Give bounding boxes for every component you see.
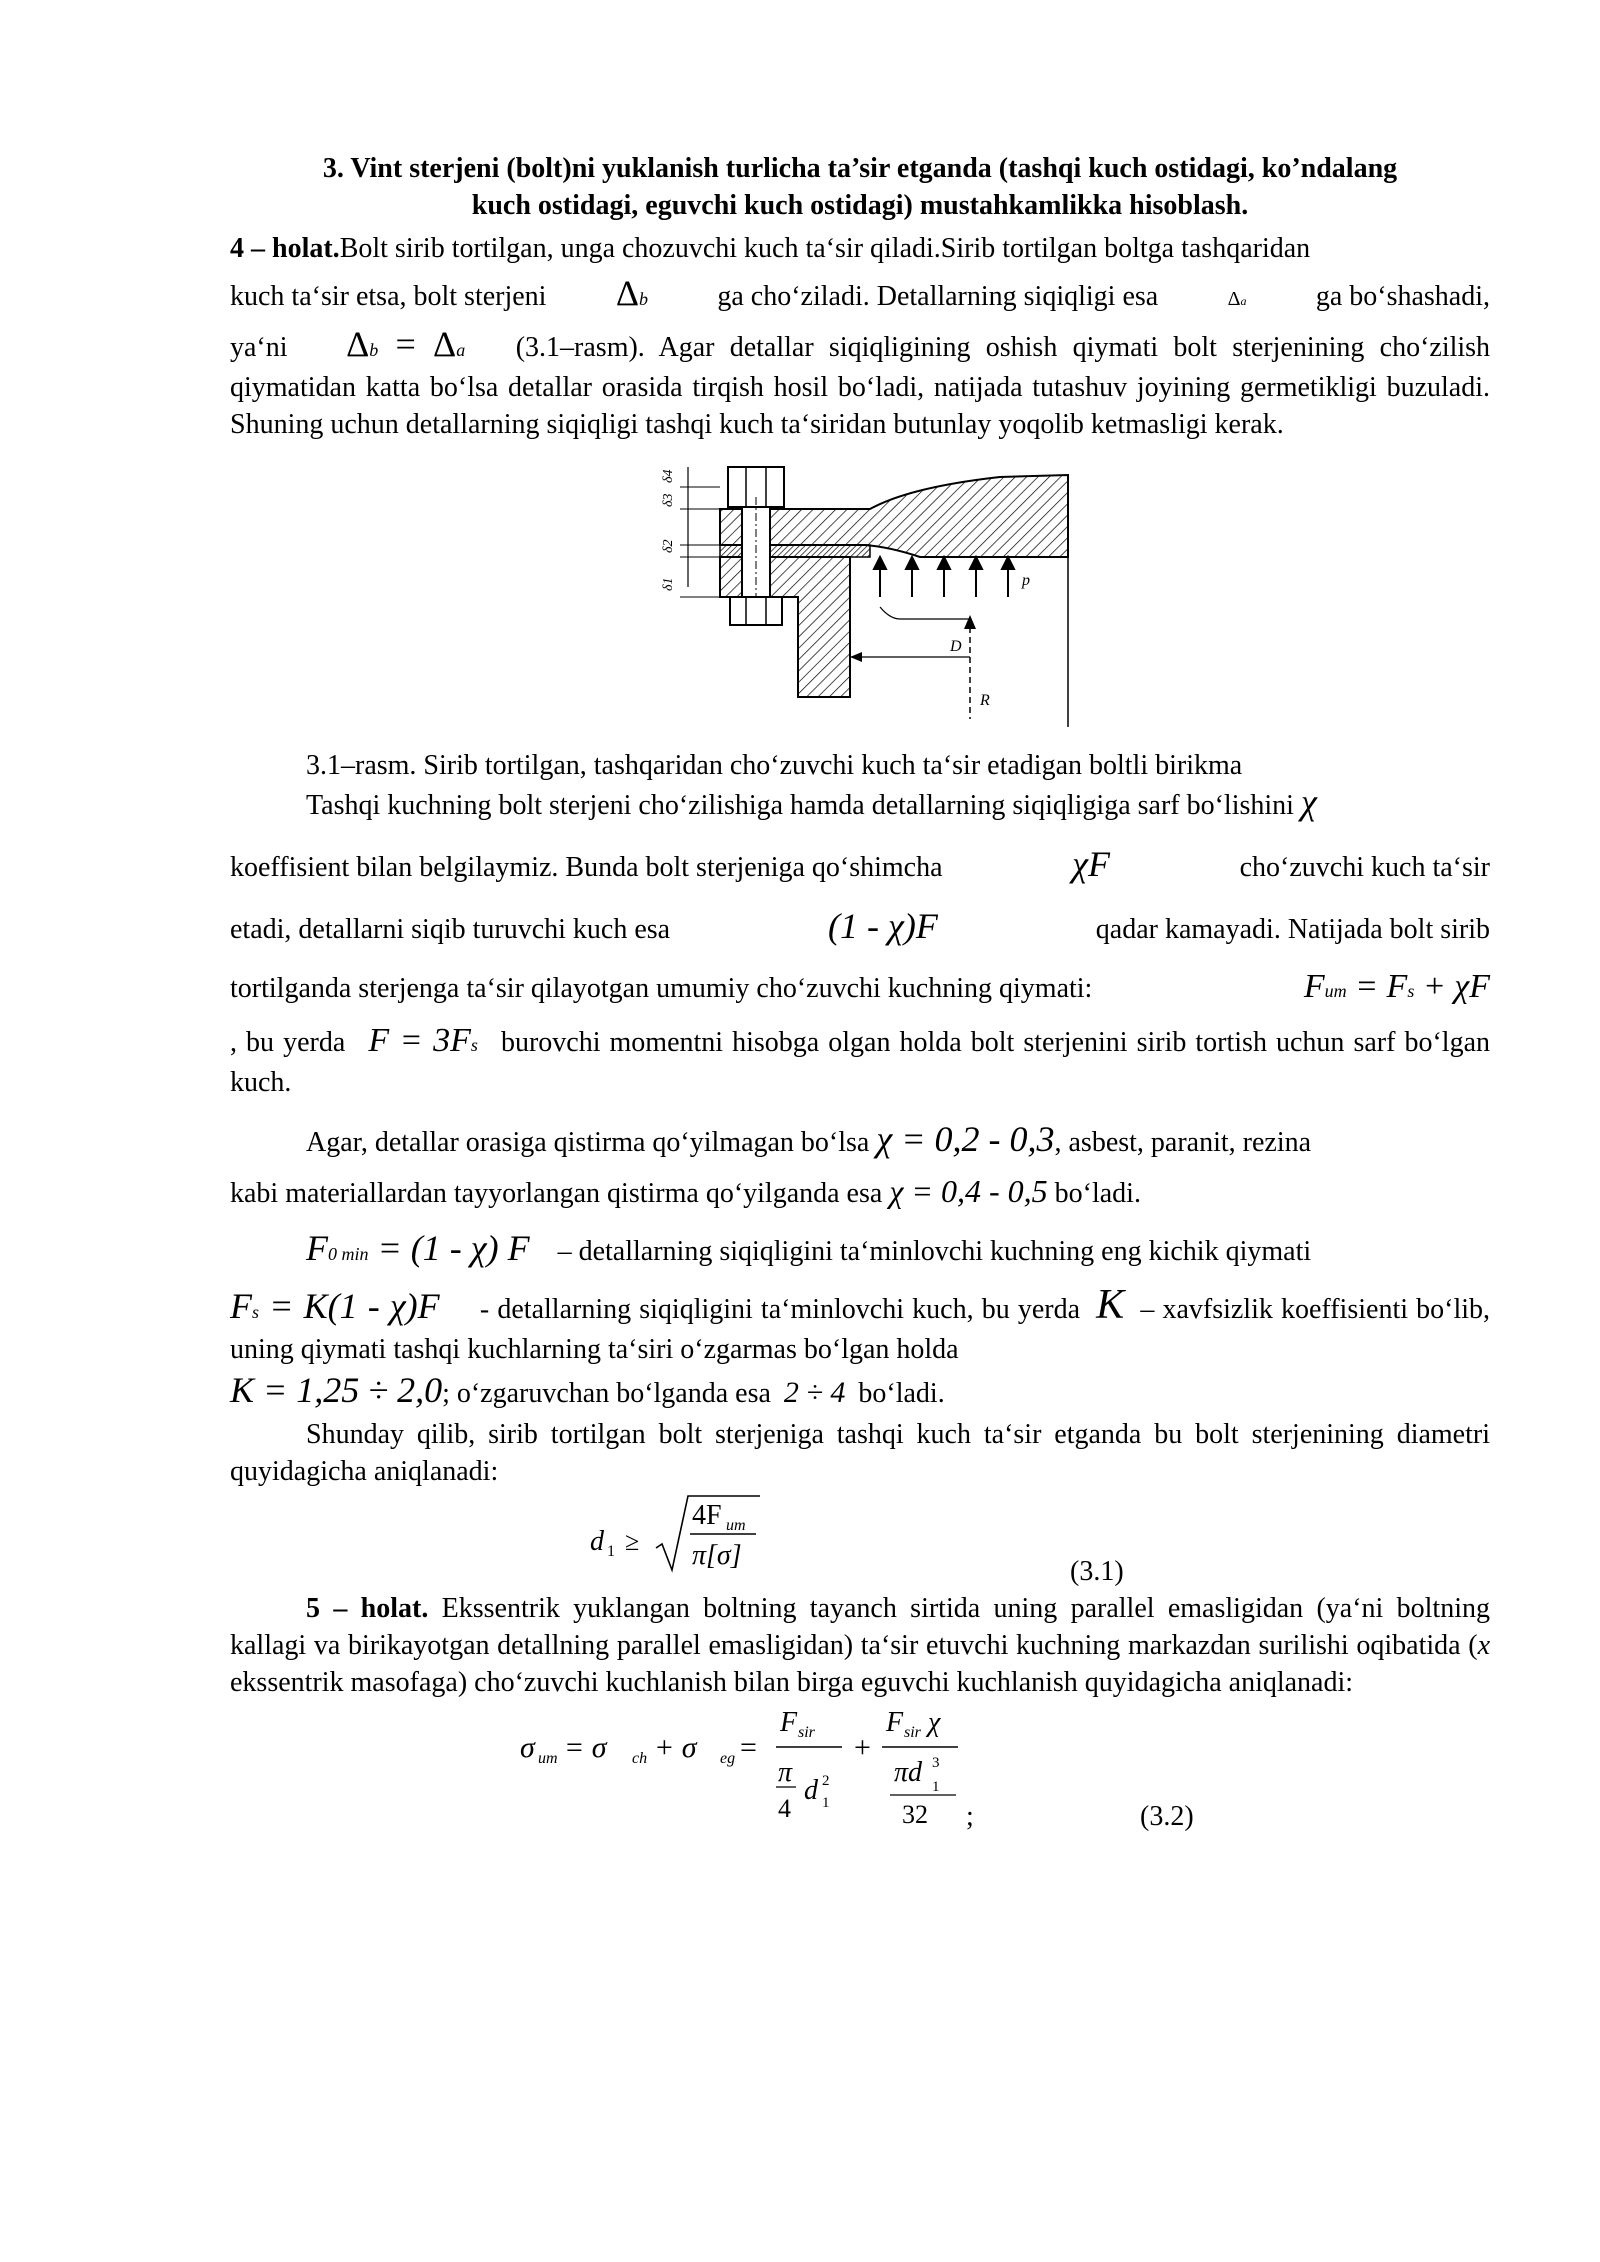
case5-text2: ekssentrik masofaga) cho‘zuvchi kuchlanish bilan birga eguvchi kuchlanish quyidagicha aniqlanadi: (230, 1667, 1354, 1698)
eq32-f2-sub: sir (904, 1724, 921, 1741)
eq32-number: (3.2) (1140, 1801, 1194, 1831)
para3-text-d: ; o‘zgaruvchan bo‘lganda esa (442, 1378, 771, 1409)
label-delta2: δ2 (661, 539, 676, 553)
Fum-formula (1304, 968, 1490, 1010)
case4-label: 4 – holat. (230, 233, 340, 264)
bolt-joint-figure (230, 457, 1490, 737)
para1-line5 (230, 1022, 1490, 1101)
case4-text-2b: ga cho‘ziladi. Detallarning siqiqligi esa (717, 281, 1159, 312)
sub-s: s (470, 1035, 478, 1055)
equation-3-2-drawing (230, 1701, 1490, 1831)
Fs-rest: = K(1 - χ)F (259, 1286, 440, 1326)
eq32-semicolon: ; (966, 1801, 974, 1831)
eq32-four: 4 (778, 1794, 791, 1823)
section-title (230, 150, 1490, 224)
case5-label: 5 – holat. (306, 1593, 429, 1624)
eq31-number: (3.1) (1070, 1556, 1124, 1586)
para2-text-d: bo‘ladi. (1054, 1178, 1141, 1209)
eq32-sigma: σ (520, 1731, 535, 1764)
equals-delta: = Δ (378, 324, 457, 364)
para1-text-c: cho‘zuvchi kuch ta‘sir (1239, 852, 1490, 883)
label-D: D (950, 638, 962, 655)
eq32-d-sub: 1 (822, 1795, 830, 1811)
para3-text-b: - detallarning siqiqligini ta‘minlovchi kuch, bu yerda (479, 1294, 1081, 1325)
para3-line2 (230, 1282, 1491, 1368)
para3-line3 (230, 1372, 1490, 1412)
eq32-f2-F: F (886, 1707, 904, 1738)
F3Fs-formula (368, 1022, 478, 1059)
delta-sub-a: a (1240, 294, 1247, 308)
eq32-d-sup: 2 (822, 1773, 830, 1789)
F0min-rest: = (1 - χ) F (368, 1228, 530, 1268)
equation-3-1 (230, 1490, 1490, 1586)
sub-b: b (369, 340, 379, 360)
sub-0min: 0 min (328, 1244, 369, 1264)
para4: Shunday qilib, sirib tortilgan bolt sterjeniga tashqi kuch ta‘sir etganda bu bolt sterjenining diametri quyidagicha aniqlanadi: (230, 1419, 1490, 1487)
Fs-formula (230, 1286, 440, 1326)
case4-text-3b: (3.1–rasm). Agar detallar siqiqligining oshish qiymati bolt sterjenining cho‘zilish qiymatidan katta bo‘lsa detallar orasida tirqish hosil bo‘ladi, natijada tutashuv joyining germetikligi buzuladi. Shuning uchun detallarning siqiqligi tashqi kuch ta‘siridan butunlay yoqolib ketmasligi kerak. (230, 332, 1491, 440)
para1-text-b: koeffisient bilan belgilaymiz. Bunda bolt sterjeniga qo‘shimcha (230, 852, 943, 883)
delta-sub-b: b (638, 289, 648, 309)
sub-um: um (1324, 981, 1347, 1001)
sub-s: s (252, 1302, 260, 1322)
case4-text-1: Bolt sirib tortilgan, unga chozuvchi kuch ta‘sir qiladi.Sirib tortilgan boltga tashqaridan (339, 233, 1311, 264)
eq31-denominator: π[σ] (692, 1540, 742, 1571)
para3-text-a: – detallarning siqiqligini ta‘minlovchi kuchning eng kichik qiymati (557, 1236, 1312, 1267)
eq32-f1-sub: sir (798, 1724, 815, 1741)
eq31-num-sub: um (726, 1517, 746, 1534)
F0min-formula (306, 1228, 530, 1268)
chi-range2-formula: χ = 0,4 - 0,5 (889, 1173, 1048, 1209)
K-symbol: K (1096, 1282, 1125, 1328)
eq31-numerator: 4F (692, 1500, 722, 1531)
para1-line3 (230, 908, 1490, 948)
para3-text-e: bo‘ladi. (858, 1378, 945, 1409)
case5-paragraph (230, 1590, 1490, 1701)
delta-symbol: Δ (346, 324, 370, 364)
para3-text-c: – xavfsizlik koeffisienti bo‘lib, uning qiymati tashqi kuchlarning ta‘siri o‘zgarmas bo‘lgan holda (230, 1294, 1491, 1365)
eq31-d: d (590, 1526, 604, 1557)
equation-3-2 (230, 1701, 1490, 1831)
eq32-f2-pid: πd (894, 1757, 923, 1788)
equation-3-1-drawing (230, 1490, 1490, 1586)
para1-line1 (230, 784, 1490, 824)
plus-chiF: + χF (1414, 968, 1490, 1005)
eq32-equals: = (740, 1731, 757, 1764)
eq32-plus: + (854, 1731, 871, 1764)
case4-text-2c: ga bo‘shashadi, (1315, 281, 1490, 312)
F-symbol: F (230, 1286, 252, 1326)
label-R: R (980, 692, 990, 709)
F-equals-3F: F = 3F (368, 1022, 471, 1059)
eq32-plus-sigma: + σ (654, 1731, 697, 1764)
case4-paragraph (230, 230, 1490, 267)
chi-symbol: χ (1300, 782, 1317, 822)
label-delta3: δ3 (661, 493, 676, 507)
eq32-f2-d-sub: 1 (932, 1779, 940, 1795)
para1-line4 (230, 968, 1490, 1010)
eq32-f2-sup: 3 (932, 1755, 940, 1771)
label-delta4: δ4 (661, 469, 676, 483)
case4-line2 (230, 275, 1490, 320)
K-range-formula: K = 1,25 ÷ 2,0 (230, 1370, 443, 1410)
para1-text-a: Tashqi kuchning bolt sterjeni cho‘zilishiga hamda detallarning siqiqligiga sarf bo‘lishini (306, 790, 1294, 821)
eq32-d: d (804, 1775, 818, 1806)
chi-range1-formula: χ = 0,2 - 0,3 (876, 1119, 1055, 1159)
para1-text-e: qadar kamayadi. Natijada bolt sirib (1095, 914, 1490, 945)
label-delta1: δ1 (661, 577, 676, 591)
delta-b-formula (616, 275, 648, 318)
case4-text-3a: ya‘ni (230, 332, 288, 363)
section-title-line2: kuch ostidagi, eguvchi kuch ostidagi) mustahkamlikka hisoblash. (471, 190, 1249, 221)
case4-text-2a: kuch ta‘sir etsa, bolt sterjeni (230, 281, 547, 312)
sub-a: a (456, 340, 466, 360)
para2-text-c: kabi materiallardan tayyorlangan qistirma qo‘yilganda esa (230, 1178, 883, 1209)
eq31-ge: ≥ (625, 1527, 640, 1556)
chiF-formula: χF (1072, 844, 1110, 884)
one-minus-chi-formula: (1 - χ)F (828, 906, 938, 946)
eq32-sub-eg: eg (720, 1750, 736, 1767)
case5-x: x (1477, 1630, 1490, 1661)
para1-text-g: , bu yerda (230, 1027, 346, 1058)
eq32-f2-chi: χ (928, 1707, 941, 1738)
F-symbol: F (306, 1228, 328, 1268)
delta-equality-formula (346, 324, 466, 364)
para2-text-a: Agar, detallar orasiga qistirma qo‘yilmagan bo‘lsa (306, 1127, 870, 1158)
eq32-eq-sigma: = σ (564, 1731, 607, 1764)
para1-line2 (230, 846, 1490, 886)
case5-text: Ekssentrik yuklangan boltning tayanch sirtida uning parallel emasligidan (ya‘ni boltning kallagi va birikayotgan detallning parallel emasligidan) ta‘sir etuvchi kuchning markazdan surilishi oqibatida ( (230, 1593, 1490, 1661)
para1-text-f: tortilganda sterjenga ta‘sir qilayotgan umumiy cho‘zuvchi kuchning qiymati: (230, 973, 1093, 1004)
sub-s: s (1407, 981, 1415, 1001)
case4-line3 (230, 326, 1490, 443)
equals-F: = F (1346, 968, 1408, 1005)
para3-line1 (230, 1230, 1490, 1273)
para1-text-h: burovchi momentni hisobga olgan holda bolt sterjenini sirib tortish uchun sarf bo‘lgan kuch. (230, 1027, 1490, 1098)
range-2-4: 2 ÷ 4 (783, 1376, 846, 1409)
figure-caption: 3.1–rasm. Sirib tortilgan, tashqaridan cho‘zuvchi kuch ta‘sir etadigan boltli birikma (306, 750, 1243, 781)
delta-symbol: Δ (615, 273, 639, 313)
delta-a-formula (1228, 278, 1247, 320)
delta-symbol-small: Δ (1227, 288, 1241, 310)
eq32-32: 32 (902, 1800, 928, 1829)
eq32-sub-ch: ch (632, 1750, 648, 1767)
label-p: p (1022, 572, 1030, 589)
eq31-d-sub: 1 (607, 1543, 615, 1560)
section-title-line1: 3. Vint sterjeni (bolt)ni yuklanish turlicha ta’sir etganda (tashqi kuch ostidagi, ko’ndalang (322, 153, 1398, 184)
para1-text-d: etadi, detallarni siqib turuvchi kuch esa (230, 914, 671, 945)
document-page (230, 150, 1490, 1831)
para2-line1 (230, 1121, 1490, 1161)
para2-line2 (230, 1173, 1490, 1212)
eq32-pi: π (778, 1757, 793, 1788)
F-symbol: F (1303, 968, 1325, 1005)
eq32-f1-F: F (780, 1707, 798, 1738)
para2-text-b: , asbest, paranit, rezina (1054, 1127, 1312, 1158)
eq32-sub-um: um (538, 1750, 558, 1767)
bolt-joint-drawing (650, 457, 1070, 727)
